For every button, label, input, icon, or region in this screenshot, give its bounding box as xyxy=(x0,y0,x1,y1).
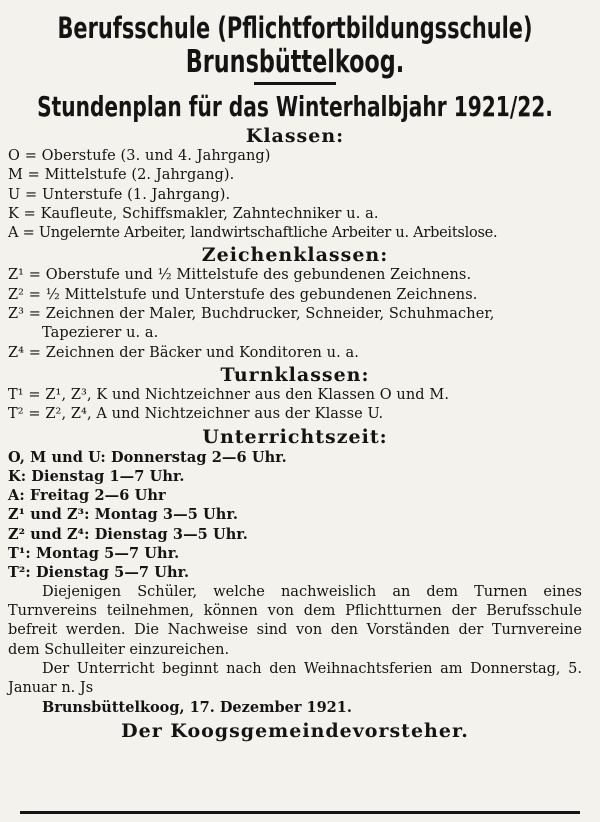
bottom-divider xyxy=(20,811,580,814)
subtitle: Stundenplan für das Winterhalbjahr 1921/22. xyxy=(37,90,553,123)
schedule-item: Z¹ und Z³: Montag 3—5 Uhr. xyxy=(8,506,239,524)
schedule-item: A: Freitag 2—6 Uhr xyxy=(8,487,166,505)
zeichenklassen-item: Z² = ½ Mittelstufe und Unterstufe des gebundenen Zeichnens. xyxy=(8,286,478,303)
schedule-item: O, M und U: Donnerstag 2—6 Uhr. xyxy=(8,448,287,466)
zeichenklassen-list xyxy=(8,266,582,362)
schedule-item: T¹: Montag 5—7 Uhr. xyxy=(8,545,180,563)
turnklassen-list xyxy=(8,386,582,425)
klassen-item: A = Ungelernte Arbeiter, landwirtschaftliche Arbeiter u. Arbeitslose. xyxy=(8,225,498,242)
unterricht-beginn-paragraph: Der Unterricht beginnt nach den Weihnachtsferien am Donnerstag, 5. Januar n. Js xyxy=(8,660,582,697)
klassen-item: K = Kaufleute, Schiffsmakler, Zahntechniker u. a. xyxy=(8,205,379,222)
zeichenklassen-item: Tapezierer u. a. xyxy=(42,325,159,342)
zeichenklassen-item: Z¹ = Oberstufe und ½ Mittelstufe des gebundenen Zeichnens. xyxy=(8,267,472,284)
turnklassen-item: T² = Z², Z⁴, A und Nichtzeichner aus der Klasse U. xyxy=(8,406,384,423)
unterrichtszeit-list xyxy=(8,448,582,583)
title-line-2: Brunsbüttelkoog. xyxy=(185,44,405,80)
title-divider xyxy=(254,82,336,85)
klassen-item: M = Mittelstufe (2. Jahrgang). xyxy=(8,167,235,184)
unterrichtszeit-heading: Unterrichtszeit: xyxy=(202,425,388,448)
turnverein-paragraph: Diejenigen Schüler, welche nachweislich an dem Turnen eines Turnvereins teilnehmen, können von dem Pflichtturnen der Berufsschule befreit werden. Die Nachweise sind von den Vorständen der Turnvereine dem Schulleiter einzureichen. xyxy=(8,583,582,658)
title-line-1: Berufsschule (Pflichtfortbildungsschule) xyxy=(57,11,533,45)
zeichenklassen-heading: Zeichenklassen: xyxy=(201,244,389,267)
schedule-item: T²: Dienstag 5—7 Uhr. xyxy=(8,564,190,582)
place-date: Brunsbüttelkoog, 17. Dezember 1921. xyxy=(42,699,352,717)
signature: Der Koogsgemeindevorsteher. xyxy=(121,720,469,743)
klassen-item: U = Unterstufe (1. Jahrgang). xyxy=(8,186,231,203)
schedule-item: Z² und Z⁴: Dienstag 3—5 Uhr. xyxy=(8,525,248,543)
klassen-heading: Klassen: xyxy=(245,125,345,147)
turnklassen-heading: Turnklassen: xyxy=(220,363,370,386)
schedule-item: K: Dienstag 1—7 Uhr. xyxy=(8,467,185,485)
klassen-list xyxy=(8,147,582,243)
zeichenklassen-item: Z³ = Zeichnen der Maler, Buchdrucker, Schneider, Schuhmacher, xyxy=(8,306,495,323)
klassen-item: O = Oberstufe (3. und 4. Jahrgang) xyxy=(8,148,271,164)
turnklassen-item: T¹ = Z¹, Z³, K und Nichtzeichner aus den Klassen O und M. xyxy=(8,386,450,403)
zeichenklassen-item: Z⁴ = Zeichnen der Bäcker und Konditoren u. a. xyxy=(8,344,359,361)
